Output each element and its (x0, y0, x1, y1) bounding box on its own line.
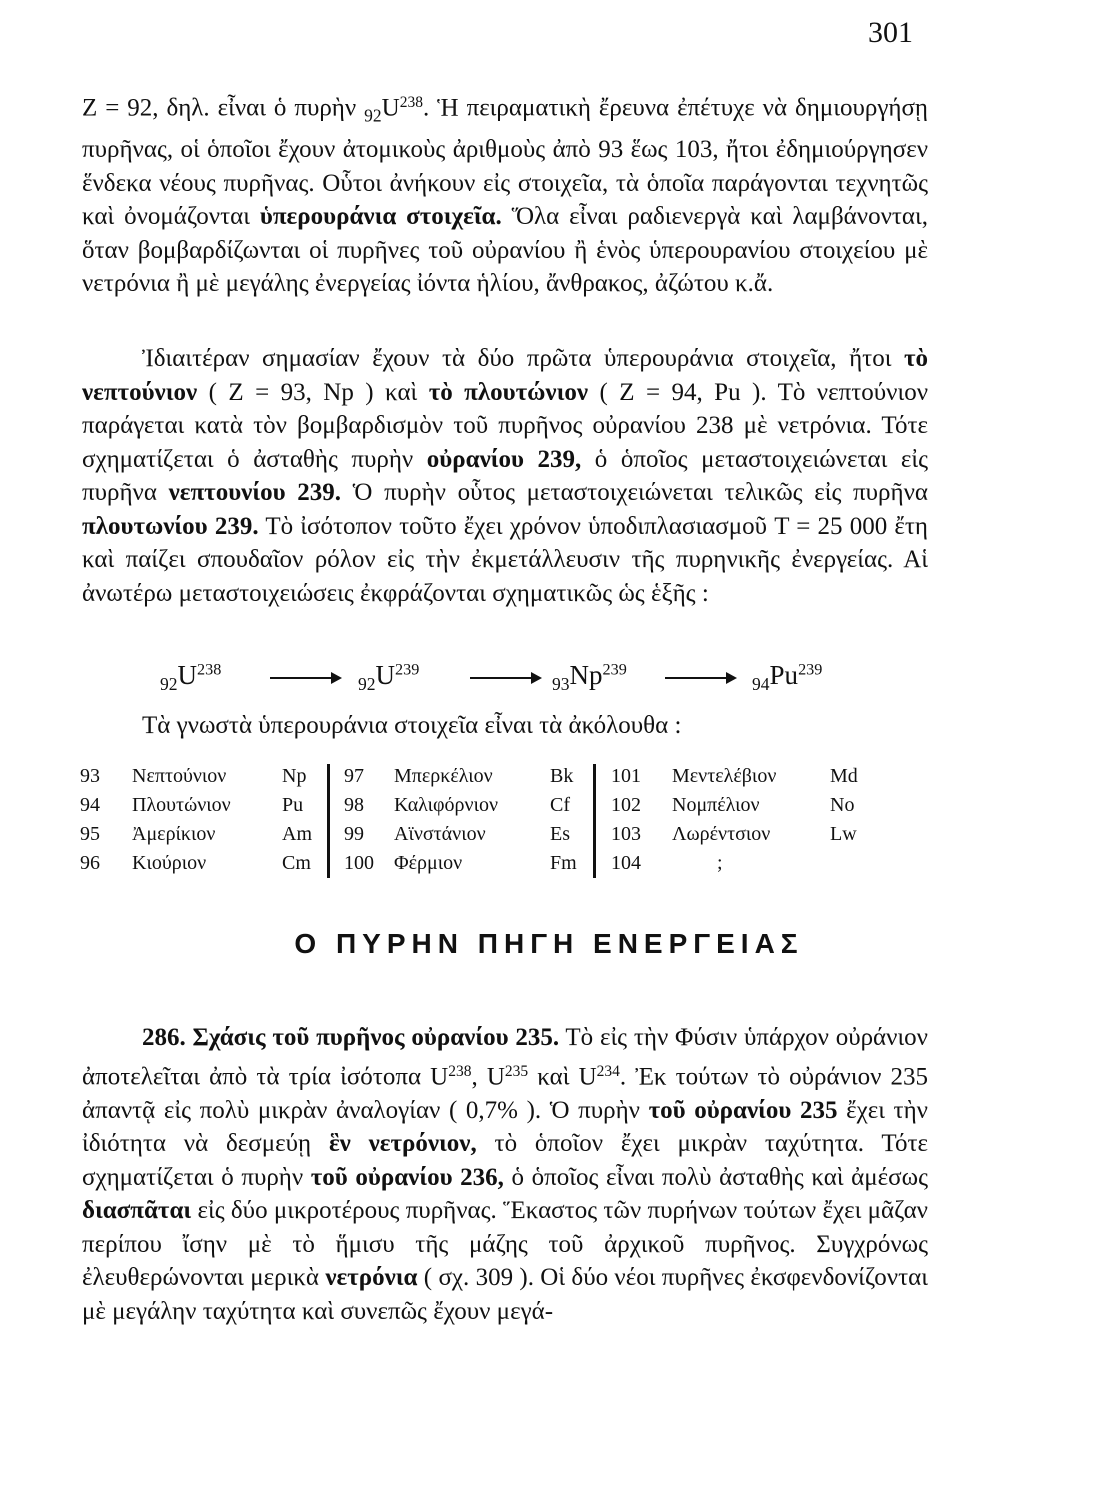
transmutation-equation (160, 660, 880, 700)
table-cell: 96 (80, 852, 100, 874)
table-cell: Φέρμιον (394, 852, 463, 874)
table-cell: Ἀμερίκιον (132, 823, 216, 845)
table-cell: 100 (344, 852, 374, 874)
paragraph-uranium-235-fission: 286. Σχάσις τοῦ πυρῆνος οὐρανίου 235. Τὸ εἰς τὴν Φύσιν ὑπάρχον οὐράνιον ἀποτελεῖται ἀπὸ τὰ τρία ἰσότοπα $U^{238}$, $U^{235}$ καὶ $U^{234}$. Ἐκ τούτων τὸ οὐράνιον 235 ἀπαντᾷ εἰς πολὺ μικρὰν ἀναλογίαν ( 0,7% ). Ὁ πυρὴν τοῦ οὐρανίου 235 ἔχει τὴν ἰδιότητα νὰ δεσμεύῃ ἓν νετρόνιον, τὸ ὁποῖον ἔχει μικρὰν ταχύτητα. Τότε σχηματίζεται ὁ πυρὴν τοῦ οὐρανίου 236, ὁ ὁποῖος εἶναι πολὺ ἀσταθὴς καὶ ἀμέσως διασπᾶται εἰς δύο μικροτέρους πυρῆνας. Ἕκαστος τῶν πυρήνων τούτων ἔχει μᾶζαν περίπου ἴσην μὲ τὸ ἥμισυ τῆς μάζης τοῦ ἀρχικοῦ πυρῆνος. Συγχρόνως ἐλευθερώνονται μερικὰ νετρόνια ( σχ. 309 ). Οἱ δύο νέοι πυρῆνες ἐκσφενδονίζονται μὲ μεγάλην ταχύτητα καὶ συνεπῶς ἔχουν μεγά- (82, 1024, 928, 1325)
table-cell: Am (282, 823, 312, 845)
reaction-arrow (270, 677, 340, 679)
table-cell: Λωρέντσιον (672, 823, 771, 845)
nuclide-u239: $_{92}U^{239}$ (358, 660, 420, 695)
table-col-symbol (830, 762, 858, 878)
paragraph-neptunium-plutonium: Ἰδιαιτέραν σημασίαν ἔχουν τὰ δύο πρῶτα ὑπερουράνια στοιχεῖα, ἤτοι τὸ νεπτούνιον ( Z = 93, Np ) καὶ τὸ πλουτώνιον ( Z = 94, Pu ). Τὸ νεπτούνιον παράγεται κατὰ τὸν βομβαρδισμὸν τοῦ πυρῆνος οὐρανίου 238 μὲ νετρόνια. Τότε σχηματίζεται ὁ ἀσταθὴς πυρὴν οὐρανίου 239, ὁ ὁποῖος μεταστοιχειώνεται εἰς πυρῆνα νεπτουνίου 239. Ὁ πυρὴν οὗτος μεταστοιχειώνεται τελικῶς εἰς πυρῆνα πλουτωνίου 239. Τὸ ἰσότοπον τοῦτο ἔχει χρόνον ὑποδιπλασιασμοῦ T = 25 000 ἔτη καὶ παίζει σπουδαῖον ρόλον εἰς τὴν ἐκμετάλλευσιν τῆς πυρηνικῆς ἐνεργείας. Αἱ ἀνωτέρω μεταστοιχειώσεις ἐκφράζονται σχηματικῶς ὡς ἑξῆς : (82, 345, 929, 607)
table-caption: Τὰ γνωστὰ ὑπερουράνια στοιχεῖα εἶναι τὰ ἀκόλουθα : (142, 712, 682, 739)
table-cell: ; (717, 852, 723, 874)
table-cell: 98 (344, 794, 364, 816)
table-cell: Bk (550, 765, 574, 787)
superheavy-elements-table (80, 762, 880, 880)
table-cell: Cm (282, 852, 311, 874)
table-cell: 104 (611, 852, 641, 874)
page-number: 301 (868, 16, 913, 49)
table-cell: Es (550, 823, 570, 845)
nuclide-u238: $_{92}U^{238}$ (160, 660, 222, 695)
table-cell: Μπερκέλιον (394, 765, 493, 787)
table-cell: Cf (550, 794, 570, 816)
table-cell: Μεντελέβιον (672, 765, 777, 787)
table-col-name (132, 762, 231, 878)
table-col-symbol (550, 762, 577, 878)
table-cell: 93 (80, 765, 100, 787)
table-cell: Κιούριον (132, 852, 207, 874)
table-cell (830, 849, 858, 878)
table-cell: Νεπτούνιον (132, 765, 227, 787)
nuclide-np239: $_{93}Np^{239}$ (552, 660, 627, 695)
table-cell: Fm (550, 852, 577, 874)
section-title: Ο ΠΥΡΗΝ ΠΗΓΗ ΕΝΕΡΓΕΙΑΣ (294, 928, 804, 959)
table-cell: Αϊνστάνιον (394, 823, 486, 845)
table-cell: 97 (344, 765, 364, 787)
table-cell: 95 (80, 823, 100, 845)
table-divider (327, 764, 330, 878)
table-cell: Νομπέλιον (672, 794, 760, 816)
table-cell: Καλιφόρνιον (394, 794, 499, 816)
table-col-number (611, 762, 641, 878)
table-cell: 103 (611, 823, 641, 845)
table-col-symbol (282, 762, 312, 878)
table-divider (593, 764, 596, 878)
reaction-arrow (665, 677, 735, 679)
table-cell: 101 (611, 765, 641, 787)
table-cell: Np (282, 765, 307, 787)
table-cell: 102 (611, 794, 641, 816)
table-cell: 94 (80, 794, 100, 816)
reaction-arrow (470, 677, 540, 679)
table-cell: Pu (282, 794, 304, 816)
table-col-number (80, 762, 100, 878)
table-col-name (394, 762, 498, 878)
table-cell: Md (830, 765, 858, 787)
table-cell: 99 (344, 823, 364, 845)
section-heading: 286. Σχάσις τοῦ πυρῆνος οὐρανίου 235. (142, 1024, 560, 1051)
table-col-name (672, 762, 776, 878)
table-cell: No (830, 794, 855, 816)
nuclide-pu239: $_{94}Pu^{239}$ (752, 660, 823, 695)
table-cell: Πλουτώνιον (132, 794, 231, 816)
table-col-number (344, 762, 374, 878)
paragraph-superheavy-elements: Z = 92, δηλ. εἶναι ὁ πυρὴν $_{92}U^{238}$. Ἡ πειραματικὴ ἔρευνα ἐπέτυχε νὰ δημιουργήσῃ πυρῆνας, οἱ ὁποῖοι ἔχουν ἀτομικοὺς ἀριθμοὺς ἀπὸ 93 ἕως 103, ἤτοι ἐδημιούργησεν ἕνδεκα νέους πυρῆνας. Οὗτοι ἀνήκουν εἰς στοιχεῖα, τὰ ὁποῖα παράγονται τεχνητῶς καὶ ὀνομάζονται ὑπερουράνια στοιχεῖα. Ὅλα εἶναι ραδιενεργὰ καὶ λαμβάνονται, ὅταν βομβαρδίζωνται οἱ πυρῆνες τοῦ οὐρανίου ἢ ἑνὸς ὑπερουρανίου στοιχείου μὲ νετρόνια ἢ μὲ μεγάλης ἐνεργείας ἰόντα ἡλίου, ἄνθρακος, ἀζώτου κ.ἄ. (82, 94, 928, 298)
table-cell: Lw (830, 823, 857, 845)
